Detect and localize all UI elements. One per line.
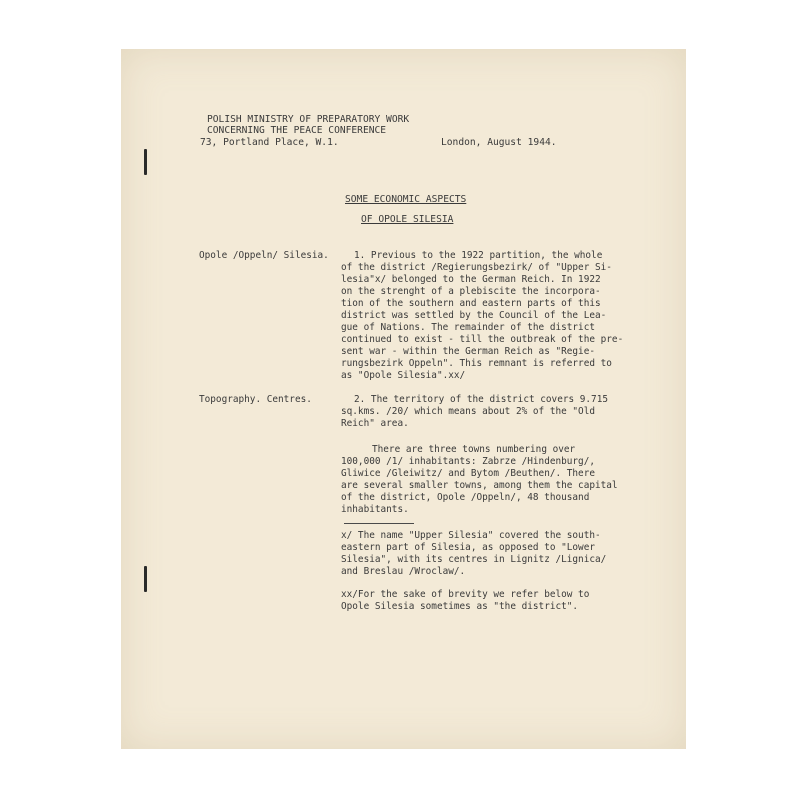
towns-line: inhabitants. (341, 504, 409, 515)
towns-line: of the district, Opole /Oppeln/, 48 thousand (341, 492, 590, 503)
section-2-line: sq.kms. /20/ which means about 2% of the "Old (341, 406, 595, 417)
staple-mark-bottom (144, 566, 147, 592)
section-1-line: sent war - within the German Reich as "Regie- (341, 346, 595, 357)
address-line: 73, Portland Place, W.1. (200, 137, 339, 148)
section-1-line: district was settled by the Council of the Lea- (341, 310, 607, 321)
section-1-line: tion of the southern and eastern parts of this (341, 298, 601, 309)
towns-line: 100,000 /1/ inhabitants: Zabrze /Hindenburg/, (341, 456, 595, 467)
footnote-line: Opole Silesia sometimes as "the district". (341, 601, 579, 612)
towns-line: There are three towns numbering over (372, 444, 576, 455)
footnote-line: eastern part of Silesia, as opposed to "Lower (341, 542, 595, 553)
footnote-line: and Breslau /Wroclaw/. (341, 566, 466, 577)
section-1-line: of the district /Regierungsbezirk/ of "Upper Si- (341, 262, 612, 273)
footnote-separator (344, 523, 414, 524)
section-2-line: 2. The territory of the district covers 9.715 (354, 394, 608, 405)
section-1-line: gue of Nations. The remainder of the district (341, 322, 595, 333)
towns-line: Gliwice /Gleiwitz/ and Bytom /Beuthen/. There (341, 468, 595, 479)
section-2-line: Reich" area. (341, 418, 409, 429)
place-date: London, August 1944. (441, 137, 557, 148)
title-line-2: OF OPOLE SILESIA (361, 214, 454, 225)
section-1-line: continued to exist - till the outbreak of the pre- (341, 334, 624, 345)
org-line-2: CONCERNING THE PEACE CONFERENCE (207, 125, 387, 136)
section-1-line: rungsbezirk Oppeln". This remnant is referred to (341, 358, 612, 369)
org-line-1: POLISH MINISTRY OF PREPARATORY WORK (207, 114, 410, 125)
staple-mark-top (144, 149, 147, 175)
towns-line: are several smaller towns, among them the capital (341, 480, 618, 491)
title-line-1: SOME ECONOMIC ASPECTS (345, 194, 467, 205)
side-label-opole: Opole /Oppeln/ Silesia. (199, 250, 329, 261)
side-label-topography: Topography. Centres. (199, 394, 312, 405)
footnote-line: x/ The name "Upper Silesia" covered the south- (341, 530, 601, 541)
footnote-line: Silesia", with its centres in Lignitz /Lignica/ (341, 554, 607, 565)
footnote-line: xx/For the sake of brevity we refer below to (341, 589, 590, 600)
section-1-line: as "Opole Silesia".xx/ (341, 370, 466, 381)
section-1-line: 1. Previous to the 1922 partition, the whole (354, 250, 603, 261)
section-1-line: lesia"x/ belonged to the German Reich. In 1922 (341, 274, 601, 285)
section-1-line: on the strenght of a plebiscite the incorpora- (341, 286, 601, 297)
